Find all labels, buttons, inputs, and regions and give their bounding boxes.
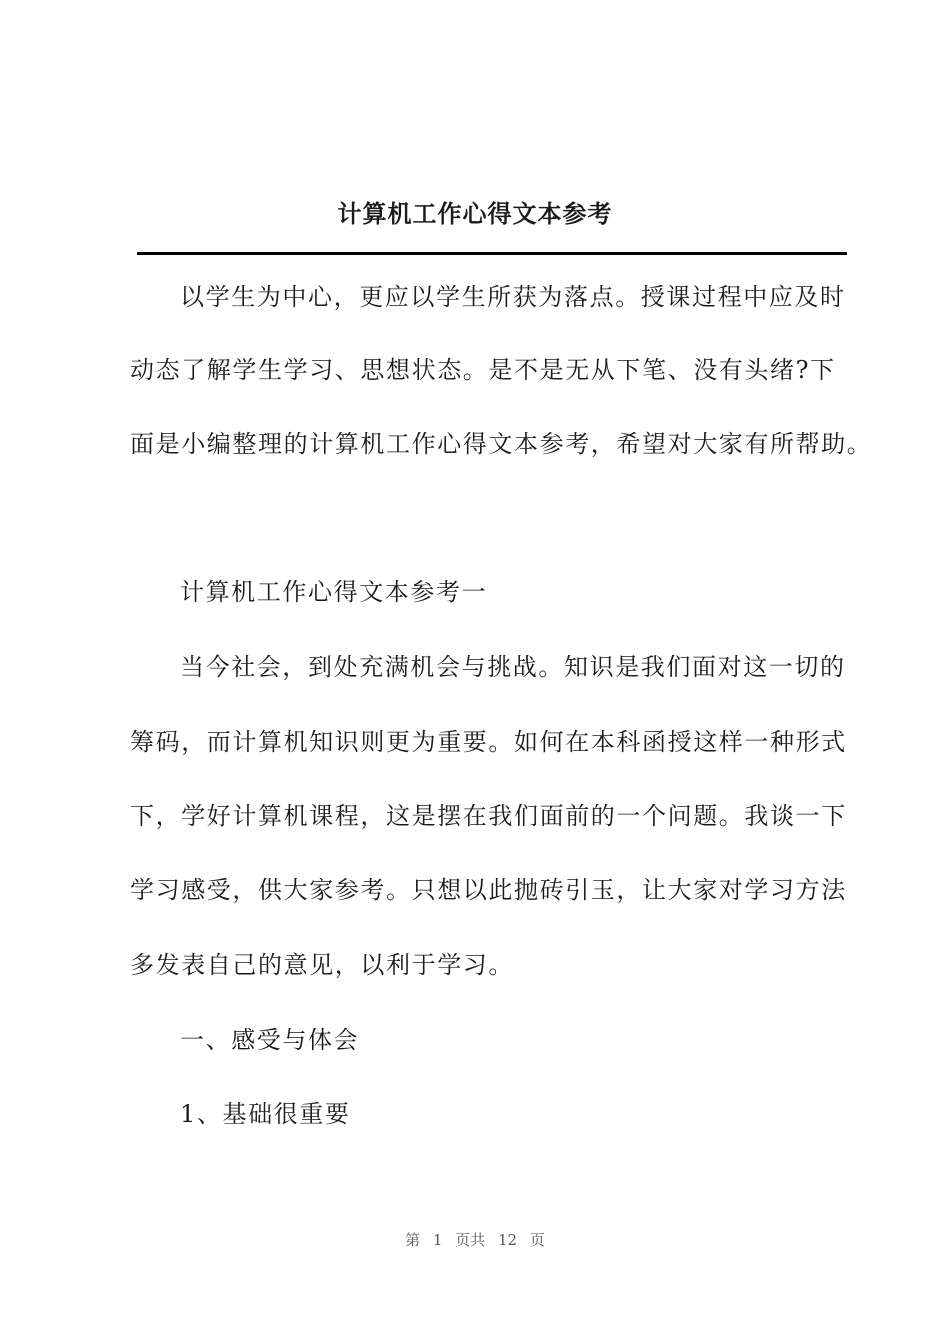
paragraph-line-7: 学习感受，供大家参考。只想以此抛砖引玉，让大家对学习方法: [130, 876, 847, 904]
document-title: 计算机工作心得文本参考: [337, 199, 613, 228]
paragraph-line-1: 以学生为中心，更应以学生所获为落点。授课过程中应及时: [180, 283, 846, 311]
subheading-feelings: 一、感受与体会: [180, 1026, 360, 1054]
section-heading: 计算机工作心得文本参考一: [180, 578, 488, 606]
paragraph-line-3: 面是小编整理的计算机工作心得文本参考，希望对大家有所帮助。: [130, 430, 873, 458]
page-footer: [0, 1228, 950, 1252]
footer-page-suffix: 页: [529, 1231, 545, 1249]
footer-page-word: 第: [405, 1231, 421, 1249]
footer-page-of: 页共: [455, 1231, 486, 1249]
paragraph-line-2: 动态了解学生学习、思想状态。是不是无从下笔、没有头绪?下: [130, 356, 836, 384]
subheading-basics: 1、基础很重要: [180, 1100, 351, 1128]
paragraph-line-8: 多发表自己的意见，以利于学习。: [130, 951, 514, 979]
footer-page-number: 1: [432, 1231, 443, 1249]
paragraph-line-4: 当今社会，到处充满机会与挑战。知识是我们面对这一切的: [180, 653, 846, 681]
paragraph-line-5: 筹码，而计算机知识则更为重要。如何在本科函授这样一种形式: [130, 728, 847, 756]
title-underline: [137, 252, 847, 255]
paragraph-line-6: 下，学好计算机课程，这是摆在我们面前的一个问题。我谈一下: [130, 802, 847, 830]
footer-total-pages: 12: [498, 1231, 518, 1249]
